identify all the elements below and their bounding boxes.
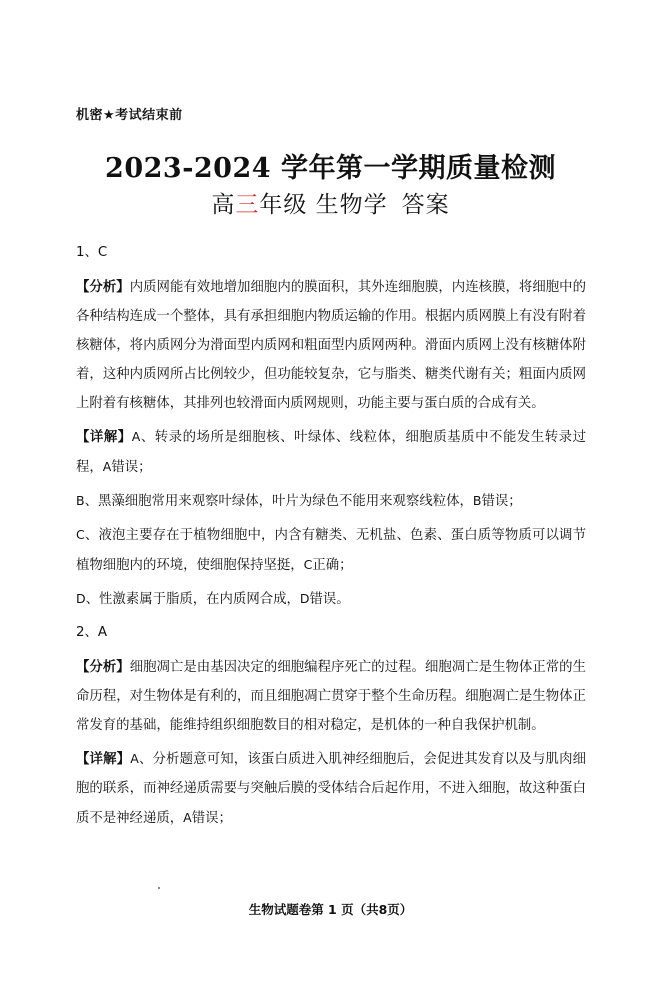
subtitle-part-3: 答案: [401, 192, 450, 218]
question-1-detail-c: [76, 520, 586, 580]
exam-subtitle: [0, 186, 661, 219]
option-text: 、性激素属于脂质，在内质网合成，: [85, 592, 300, 607]
stray-dot: [158, 887, 160, 889]
option-letter: A: [130, 751, 139, 766]
question-1-analysis: [76, 273, 586, 418]
option-letter-end: D: [299, 591, 310, 606]
option-text: 、液泡主要存在于植物细胞中，内含有糖类、无机盐、色素、蛋白质等物质可以调节植物细胞内的环境，使细胞保持坚挺，: [76, 528, 586, 573]
analysis-tag: 【分析】: [76, 279, 130, 295]
option-text: 、转录的场所是细胞核、叶绿体、线粒体，细胞质基质中不能发生转录过程，: [76, 430, 587, 475]
option-letter-end: B: [472, 493, 482, 508]
question-1-detail-b: [76, 486, 586, 516]
detail-tag: 【详解】: [76, 751, 131, 767]
confidential-label: 机密★考试结束前: [76, 108, 183, 123]
page-footer: 生物试题卷第 1 页（共8页）: [248, 902, 413, 917]
option-letter: A: [131, 429, 141, 444]
option-letter-end: A: [102, 459, 112, 474]
answer-content: [76, 238, 586, 837]
subtitle-grade-highlight: 三: [235, 192, 260, 218]
subtitle-part-1: 高: [211, 192, 236, 218]
analysis-tag: 【分析】: [76, 659, 130, 675]
option-letter: B: [76, 493, 85, 508]
option-text: 、分析题意可知，该蛋白质进入肌神经细胞后，会促进其发育以及与肌肉细胞的联系，而神经递质需要与突触后膜的受体结合后起作用，不进入细胞，故这种蛋白质不是神经递质，: [76, 752, 587, 826]
option-letter-end: C: [303, 557, 313, 572]
option-verdict: 错误；: [111, 460, 152, 475]
option-verdict: 错误；: [481, 494, 522, 509]
option-letter: D: [76, 591, 86, 606]
question-1-label: 1、C: [76, 245, 108, 260]
option-verdict: 错误。: [309, 592, 350, 607]
question-2-detail-a: [76, 744, 586, 833]
question-1-detail-d: [76, 584, 586, 614]
exam-title: 2023-2024 学年第一学期质量检测: [105, 153, 556, 184]
analysis-text: 内质网能有效地增加细胞内的膜面积，其外连细胞膜，内连核膜，将细胞中的各种结构连成一个整体，具有承担细胞内物质运输的作用。根据内质网膜上有没有附着核糖体，将内质网分为滑面型内质网和粗面型内质网两种。滑面内质网上没有核糖体附着，这种内质网所占比例较少，但功能较复杂，它与脂类、糖类代谢有关；粗面内质网上附着有核糖体，其排列也较滑面内质网规则，功能主要与蛋白质的合成有关。: [76, 280, 586, 411]
option-letter-end: A: [183, 810, 192, 825]
analysis-text: 细胞凋亡是由基因决定的细胞编程序死亡的过程。细胞凋亡是生物体正常的生命历程，对生物体是有利的，而且细胞凋亡贯穿于整个生命历程。细胞凋亡是生物体正常发育的基础，能维持组织细胞数目的相对稳定，是机体的一种自我保护机制。: [76, 660, 586, 733]
question-2-analysis: [76, 653, 586, 740]
detail-tag: 【详解】: [76, 429, 132, 445]
question-2-label: 2、A: [76, 625, 108, 640]
option-letter: C: [76, 527, 85, 542]
option-verdict: 正确；: [312, 558, 353, 573]
option-text: 、黑藻细胞常用来观察叶绿体，叶片为绿色不能用来观察线粒体，: [84, 494, 473, 509]
question-1-detail-a: [76, 422, 586, 482]
subtitle-part-2: 年级 生物学: [259, 192, 388, 218]
option-verdict: 错误；: [191, 811, 232, 826]
